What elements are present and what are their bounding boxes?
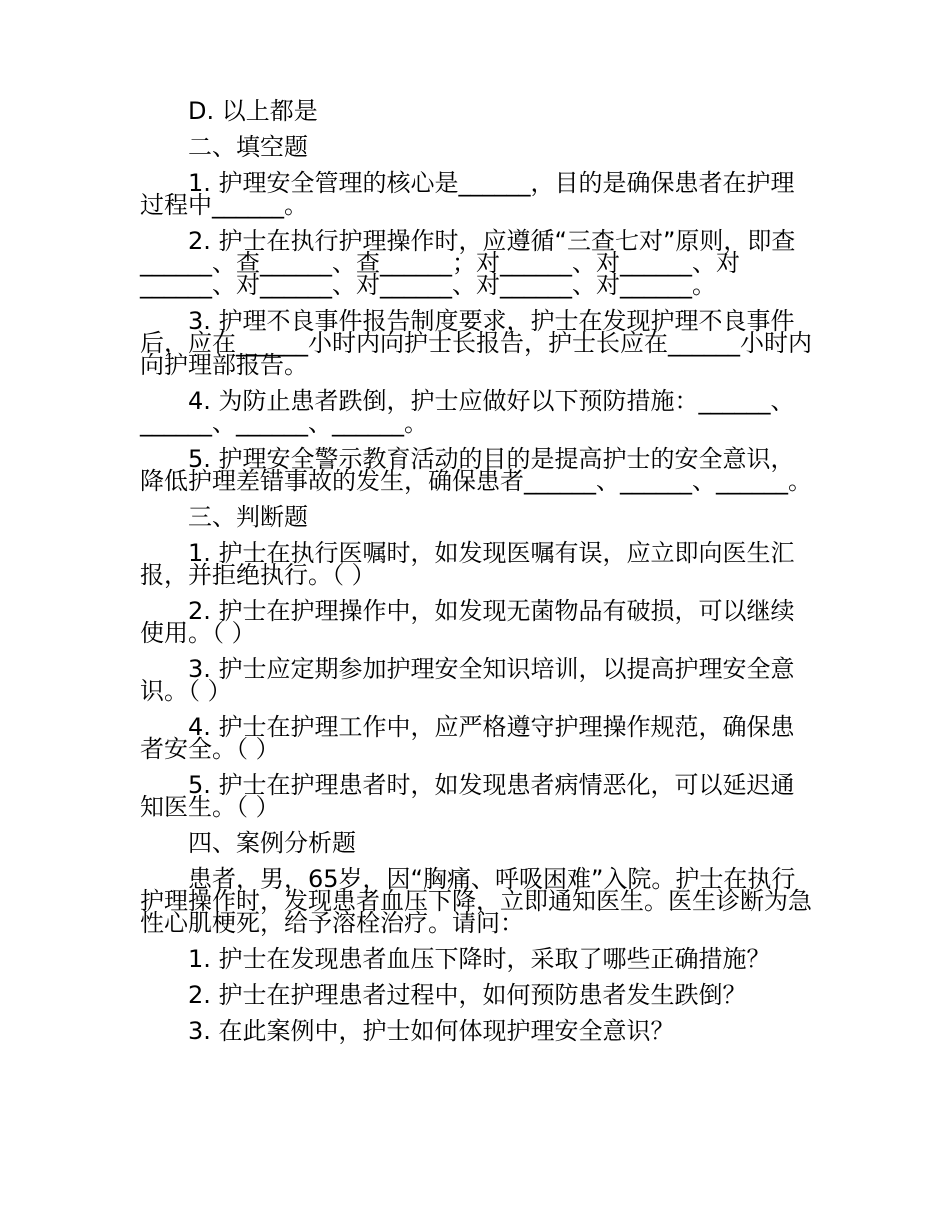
case-question-1: 1. 护士在发现患者血压下降时，采取了哪些正确措施？ (188, 945, 771, 973)
fill-question-2: 2. 护士在执行护理操作时，应遵循“三查七对”原则，即查______、查______、查______；对______、对______、对______、对______、对______、对______、对______。 (140, 227, 796, 299)
tf-question-4: 4. 护士在护理工作中，应严格遵守护理操作规范，确保患者安全。（ ） (140, 713, 795, 763)
tf-question-5: 5. 护士在护理患者时，如发现患者病情恶化，可以延迟通知医生。（ ） (140, 771, 795, 821)
section-true-false-title: 三、判断题 (188, 503, 308, 531)
fill-question-5: 5. 护理安全警示教育活动的目的是提高护士的安全意识，降低护理差错事故的发生，确保患者______、______、______。 (140, 445, 812, 495)
tf-question-1: 1. 护士在执行医嘱时，如发现医嘱有误，应立即向医生汇报，并拒绝执行。（ ） (140, 539, 795, 589)
fill-question-1: 1. 护理安全管理的核心是______，目的是确保患者在护理过程中______。 (140, 169, 795, 219)
section-fill-in-title: 二、填空题 (188, 133, 308, 161)
tf-question-2: 2. 护士在护理操作中，如发现无菌物品有破损，可以继续使用。（ ） (140, 597, 795, 647)
case-question-3: 3. 在此案例中，护士如何体现护理安全意识？ (188, 1017, 675, 1045)
tf-question-3: 3. 护士应定期参加护理安全知识培训，以提高护理安全意识。（ ） (140, 655, 795, 705)
document-page (140, 97, 812, 1056)
case-description: 患者，男，65岁，因“胸痛、呼吸困难”入院。护士在执行护理操作时，发现患者血压下降，立即通知医生。医生诊断为急性心肌梗死，给予溶栓治疗。请问： (140, 865, 812, 937)
fill-question-4: 4. 为防止患者跌倒，护士应做好以下预防措施：______、______、______、______。 (140, 387, 795, 437)
case-question-2: 2. 护士在护理患者过程中，如何预防患者发生跌倒？ (188, 981, 747, 1009)
option-d: D. 以上都是 (188, 97, 318, 125)
section-case-title: 四、案例分析题 (188, 829, 356, 857)
fill-question-3: 3. 护理不良事件报告制度要求，护士在发现护理不良事件后，应在______小时内向护士长报告，护士长应在______小时内向护理部报告。 (140, 307, 812, 379)
